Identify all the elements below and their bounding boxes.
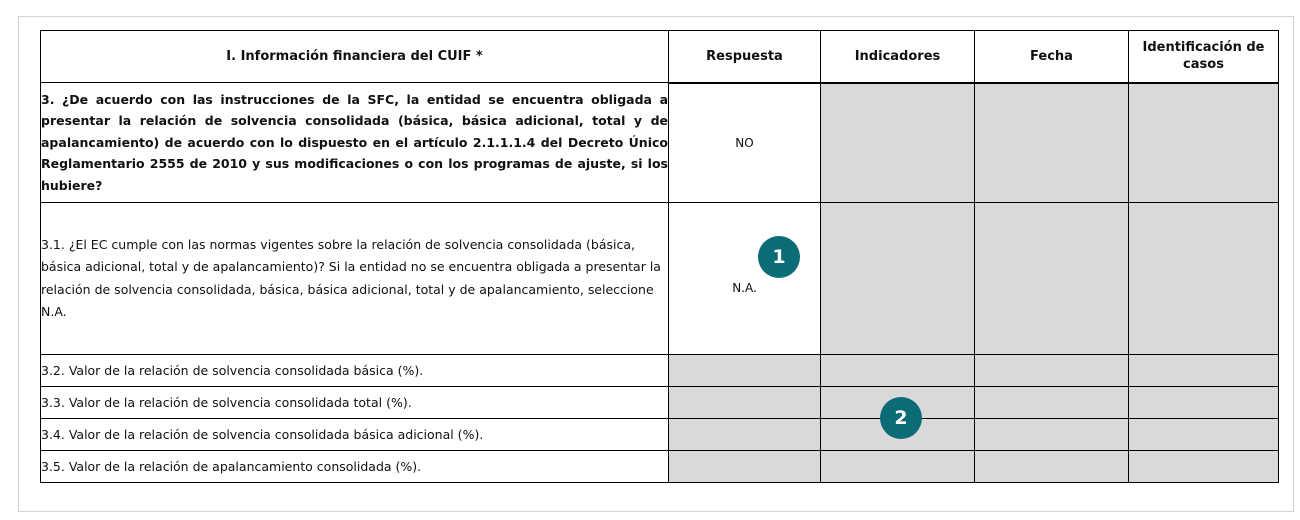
question-3-5: 3.5. Valor de la relación de apalancamiento consolidada (%).	[41, 451, 669, 483]
casos-cell	[1129, 387, 1279, 419]
callout-marker-2: 2	[880, 397, 922, 439]
indicadores-cell	[821, 451, 975, 483]
table-row	[41, 451, 1279, 483]
fecha-cell	[975, 451, 1129, 483]
indicadores-cell	[821, 83, 975, 203]
header-fecha: Fecha	[975, 31, 1129, 83]
table-row	[41, 419, 1279, 451]
fecha-cell	[975, 387, 1129, 419]
casos-cell	[1129, 419, 1279, 451]
cuif-form-table	[40, 30, 1279, 483]
answer-cell	[669, 387, 821, 419]
fecha-cell	[975, 419, 1129, 451]
question-3: 3. ¿De acuerdo con las instrucciones de la SFC, la entidad se encuentra obligada a presentar la relación de solvencia consolidada (básica, básica adicional, total y de apalancamiento) de acuerdo con lo dispuesto en el artículo 2.1.1.1.4 del Decreto Único Reglamentario 2555 de 2010 y sus modificaciones o con los programas de ajuste, si los hubiere?	[41, 83, 669, 203]
fecha-cell	[975, 355, 1129, 387]
answer-cell	[669, 355, 821, 387]
answer-cell[interactable]: N.A.	[669, 203, 821, 355]
callout-marker-1: 1	[758, 236, 800, 278]
table-row	[41, 355, 1279, 387]
header-respuesta: Respuesta	[669, 31, 821, 83]
answer-cell	[669, 419, 821, 451]
question-3-2: 3.2. Valor de la relación de solvencia consolidada básica (%).	[41, 355, 669, 387]
answer-cell	[669, 451, 821, 483]
casos-cell	[1129, 203, 1279, 355]
table-row	[41, 203, 1279, 355]
answer-cell[interactable]: NO	[669, 83, 821, 203]
casos-cell	[1129, 451, 1279, 483]
table-row	[41, 83, 1279, 203]
question-3-3: 3.3. Valor de la relación de solvencia consolidada total (%).	[41, 387, 669, 419]
header-indicadores: Indicadores	[821, 31, 975, 83]
fecha-cell	[975, 203, 1129, 355]
header-row	[41, 31, 1279, 83]
table-row	[41, 387, 1279, 419]
indicadores-cell	[821, 203, 975, 355]
question-3-4: 3.4. Valor de la relación de solvencia consolidada básica adicional (%).	[41, 419, 669, 451]
fecha-cell	[975, 83, 1129, 203]
casos-cell	[1129, 355, 1279, 387]
indicadores-cell	[821, 355, 975, 387]
header-casos: Identificación de casos	[1129, 31, 1279, 83]
casos-cell	[1129, 83, 1279, 203]
question-3-1: 3.1. ¿El EC cumple con las normas vigentes sobre la relación de solvencia consolidada (básica, básica adicional, total y de apalancamiento)? Si la entidad no se encuentra obligada a presentar la relación de solvencia consolidada, básica, básica adicional, total y de apalancamiento, seleccione N.A.	[41, 203, 669, 355]
header-info: I. Información financiera del CUIF *	[41, 31, 669, 83]
